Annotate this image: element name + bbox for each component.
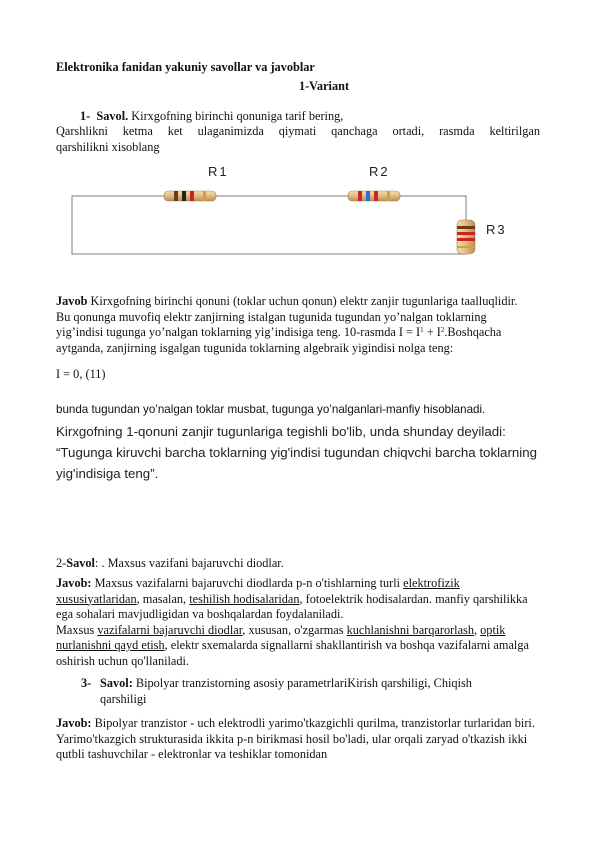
question-3-text: Bipolyar tranzistorning asosiy parametrlariKirish qarshiligi, Chiqish qarshiligi (100, 676, 472, 706)
label-r3: R3 (486, 222, 507, 237)
link-kuchlanishni[interactable]: kuchlanishni barqarorlash (346, 622, 474, 637)
question-1-number: 1- (80, 109, 91, 123)
resistor-r1 (164, 191, 216, 201)
answer-1-label: Javob (56, 294, 88, 308)
resistor-r3 (457, 220, 475, 254)
answer-1-text-a: Kirxgofning birinchi qonuni (toklar uchun qonun) elektr zanjir tugunlariga taalluqlidir. Bu qonunga muvofiq elektr zanjirning istalgan tugunida tugundan yo’nalgan toklarning yig’indisi tugunga yo’nalgan toklarning yig’indisiga teng. 10-rasmda I = I (56, 294, 518, 340)
kirchhoff-law-paragraph: Kirxgofning 1-qonuni zanjir tugunlariga tegishli bo'lib, unda shunday deyiladi: “Tugunga kiruvchi barcha toklarning yig'indisi tugundan chiqvchi barcha toklarning yig'indisiga teng”. (56, 424, 538, 482)
answer-1-plus: + I (423, 325, 441, 340)
link-elektrofizik[interactable]: elektrofizik xususiyatlaridan (56, 576, 460, 606)
answer-1-sup-2: 2 (440, 326, 445, 335)
question-1-heading (80, 109, 343, 125)
resistor-circuit-figure (56, 160, 546, 278)
resistor-r2 (348, 191, 400, 201)
question-2-text: : . Maxsus vazifani bajaruvchi diodlar. (94, 556, 284, 570)
question-2-heading (56, 556, 284, 572)
label-r1: R1 (208, 164, 229, 179)
answer-2-text-6: , (474, 622, 481, 637)
answer-1-text-b: .Boshqacha aytganda, zanjirning isgalgan tugunida toklarning algebraik yigindisi nolga teng: (56, 325, 502, 355)
sign-convention-line: bunda tugundan yo’nalgan toklar musbat, tugunga yo’nalganlari-manfiy hisoblanadi. (56, 403, 486, 416)
answer-2-label: Javob: (56, 576, 92, 590)
answer-2-text-3: , fotoelektrik hodisalardan. manfiy qarshilikka ega sohalari mavjudligidan va boshqalardan foydalaniladi. (56, 591, 528, 622)
question-2-number: 2- (56, 556, 67, 570)
link-vazifalarni[interactable]: vazifalarni bajaruvchi diodlar (97, 622, 243, 637)
answer-2-text-1: Maxsus vazifalarni bajaruvchi diodlarda p-n o'tishlarning turli (91, 576, 404, 590)
question-1-line-3: qarshilikni xisoblang (56, 140, 160, 154)
question-1-line-2: Qarshlikni ketma ket ulaganimizda qiymati qanchaga ortadi, rasmda keltirilgan (56, 124, 540, 138)
link-optik[interactable]: optik nurlanishni qayd etish (56, 622, 506, 653)
answer-2-text-5: , xususan, o'zgarmas (242, 622, 347, 637)
link-teshilish[interactable]: teshilish hodisalaridan (189, 591, 300, 606)
question-2-label: Savol (66, 556, 95, 570)
question-3-label: Savol: (100, 676, 133, 690)
answer-3-label: Javob: (56, 716, 92, 730)
question-3-answer (56, 716, 536, 763)
answer-2-text-7: , elektr sxemalarda signallarni shakllantirish va boshqa vazifalarni amalga oshirish uchun qo'llaniladi. (56, 638, 529, 668)
label-r2: R2 (369, 164, 390, 179)
answer-2-text-4: Maxsus (56, 622, 98, 637)
question-3-number: 3- (81, 676, 92, 690)
equation-11: I = 0, (11) (56, 367, 106, 381)
question-1-answer (56, 294, 526, 356)
circuit-wire-loop (72, 196, 466, 254)
answer-1-sup-1: 1 (420, 326, 424, 335)
question-1-text: Kirxgofning birinchi qonuniga tarif bering, (131, 109, 344, 123)
answer-2-text-2: , masalan, (136, 591, 190, 606)
variant-heading: 1-Variant (298, 79, 350, 93)
question-3-heading (81, 676, 521, 707)
answer-3-text: Bipolyar tranzistor - uch elektrodli yarimo'tkazgichli qurilma, tranzistorlar turlaridan biri. Yarimo'tkazgich strukturasida ikkita p-n birikmasi hosil bo'ladi, ular orqali zaryad o'tkazish ikki qutbli tashuvchilar - elektronlar va teshiklar tomonidan (56, 716, 535, 762)
question-1-label: Savol. (96, 109, 129, 123)
question-2-answer (56, 576, 536, 670)
document-title: Elektronika fanidan yakuniy savollar va javoblar (56, 60, 315, 74)
